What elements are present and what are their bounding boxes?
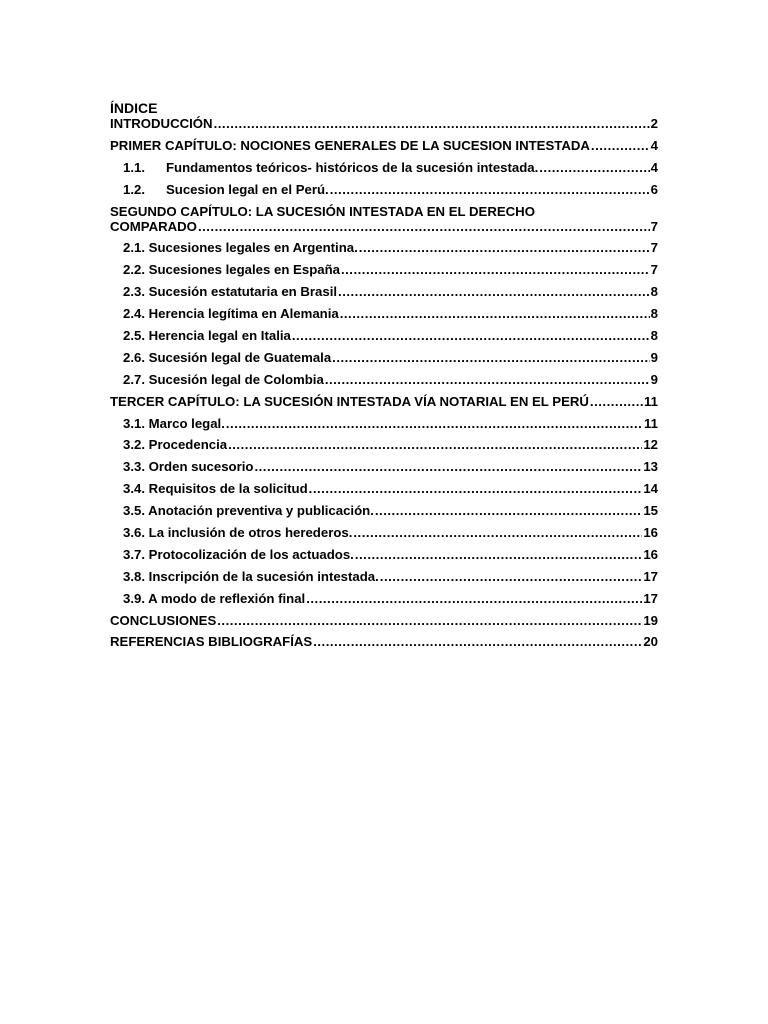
toc-leader-dots <box>375 503 642 518</box>
toc-leader-dots <box>330 182 650 197</box>
toc-entry-chapter-3[interactable] <box>110 394 658 409</box>
toc-entry-label: 2.6. Sucesión legal de Guatemala <box>123 349 332 365</box>
toc-leader-dots <box>217 613 642 628</box>
toc-leader-dots <box>359 240 650 255</box>
toc-entry-label: 3.7. Protocolización de los actuados. <box>123 546 354 562</box>
toc-entry-references[interactable] <box>110 634 658 649</box>
toc-entry-label: 3.6. La inclusión de otros herederos. <box>123 525 353 541</box>
toc-leader-dots <box>338 284 650 299</box>
toc-entry-section-1-2[interactable] <box>110 182 658 197</box>
toc-entry-label: 2.3. Sucesión estatutaria en Brasil <box>123 284 338 300</box>
toc-page-number: 8 <box>650 328 658 344</box>
toc-list <box>110 116 658 649</box>
toc-leader-dots <box>380 569 643 584</box>
toc-entry-chapter-2-line-1[interactable] <box>110 204 658 219</box>
toc-page-number: 2 <box>650 116 658 131</box>
toc-leader-dots <box>325 372 650 387</box>
toc-page-number: 11 <box>644 393 658 409</box>
toc-page-number: 19 <box>643 612 658 628</box>
toc-entry-label: 3.1. Marco legal. <box>123 415 225 431</box>
toc-page-number: 8 <box>650 306 658 322</box>
toc-entry-label: 2.4. Herencia legítima en Alemania <box>123 306 339 322</box>
toc-entry-label: SEGUNDO CAPÍTULO: LA SUCESIÓN INTESTADA EN EL DERECHO <box>110 203 535 219</box>
toc-leader-dots <box>306 591 642 606</box>
toc-entry-section-3-6[interactable] <box>110 525 658 540</box>
toc-leader-dots <box>226 416 643 431</box>
toc-leader-dots <box>254 459 642 474</box>
toc-page-number: 7 <box>650 218 658 234</box>
toc-entry-section-2-7[interactable] <box>110 372 658 387</box>
toc-entry-section-2-4[interactable] <box>110 306 658 321</box>
toc-title: ÍNDICE <box>110 100 158 116</box>
toc-entry-chapter-1[interactable] <box>110 138 658 153</box>
toc-entry-section-2-5[interactable] <box>110 328 658 343</box>
toc-entry-label: 2.2. Sucesiones legales en España <box>123 262 340 278</box>
toc-entry-section-2-3[interactable] <box>110 284 658 299</box>
toc-entry-label: REFERENCIAS BIBLIOGRAFÍAS <box>110 634 313 650</box>
toc-page-number: 14 <box>643 481 658 497</box>
toc-section-number: 1.2. <box>123 181 145 197</box>
toc-page-number: 12 <box>643 437 658 453</box>
toc-entry-label: PRIMER CAPÍTULO: NOCIONES GENERALES DE LA SUCESION INTESTADA <box>110 137 590 153</box>
toc-page-number: 6 <box>650 181 658 197</box>
toc-leader-dots <box>198 219 650 234</box>
toc-entry-label: 2.1. Sucesiones legales en Argentina. <box>123 240 358 256</box>
toc-entry-section-3-7[interactable] <box>110 547 658 562</box>
toc-page-number: 11 <box>644 415 658 431</box>
toc-entry-conclusions[interactable] <box>110 613 658 628</box>
toc-entry-label: COMPARADO <box>110 218 197 234</box>
toc-leader-dots <box>332 350 650 365</box>
document-page <box>110 100 658 656</box>
toc-page-number: 8 <box>650 284 658 300</box>
toc-page-number: 16 <box>643 525 658 541</box>
toc-section-number: 1.1. <box>123 159 145 175</box>
toc-leader-dots <box>353 525 642 540</box>
toc-entry-label: 3.8. Inscripción de la sucesión intestada. <box>123 568 379 584</box>
toc-entry-section-3-1[interactable] <box>110 416 658 431</box>
toc-entry-label: CONCLUSIONES <box>110 612 217 628</box>
toc-entry-label: 3.9. A modo de reflexión final <box>123 590 306 606</box>
toc-entry-section-1-1[interactable] <box>110 160 658 175</box>
toc-entry-label: 2.5. Herencia legal en Italia <box>123 328 291 344</box>
toc-page-number: 4 <box>650 137 658 153</box>
toc-leader-dots <box>591 138 650 153</box>
toc-page-number: 9 <box>650 349 658 365</box>
toc-leader-dots <box>214 116 650 131</box>
toc-entry-label: 3.3. Orden sucesorio <box>123 459 254 475</box>
toc-entry-section-3-2[interactable] <box>110 437 658 452</box>
toc-entry-section-3-8[interactable] <box>110 569 658 584</box>
toc-entry-section-2-2[interactable] <box>110 262 658 277</box>
toc-entry-label: Fundamentos teóricos- históricos de la sucesión intestada. <box>166 159 539 175</box>
toc-page-number: 20 <box>643 634 658 650</box>
toc-entry-section-3-9[interactable] <box>110 591 658 606</box>
toc-page-number: 15 <box>643 503 658 519</box>
toc-page-number: 9 <box>650 371 658 387</box>
toc-entry-section-2-1[interactable] <box>110 240 658 255</box>
toc-entry-label: 3.5. Anotación preventiva y publicación. <box>123 503 374 519</box>
toc-entry-label: INTRODUCCIÓN <box>110 116 213 131</box>
toc-leader-dots <box>539 160 649 175</box>
toc-entry-label: 3.4. Requisitos de la solicitud <box>123 481 308 497</box>
toc-leader-dots <box>340 306 650 321</box>
toc-entry-chapter-2[interactable] <box>110 219 658 234</box>
toc-page-number: 7 <box>650 262 658 278</box>
toc-leader-dots <box>341 262 650 277</box>
toc-entry-section-3-3[interactable] <box>110 459 658 474</box>
toc-leader-dots <box>313 634 642 649</box>
toc-leader-dots <box>355 547 642 562</box>
toc-leader-dots <box>590 394 643 409</box>
toc-page-number: 13 <box>643 459 658 475</box>
toc-entry-label: TERCER CAPÍTULO: LA SUCESIÓN INTESTADA VÍA NOTARIAL EN EL PERÚ <box>110 393 589 409</box>
toc-entry-section-2-6[interactable] <box>110 350 658 365</box>
toc-entry-section-3-5[interactable] <box>110 503 658 518</box>
toc-entry-label: 2.7. Sucesión legal de Colombia <box>123 371 324 387</box>
toc-page-number: 16 <box>643 546 658 562</box>
toc-page-number: 17 <box>643 590 658 606</box>
toc-leader-dots <box>228 437 642 452</box>
toc-entry-label: Sucesion legal en el Perú. <box>166 181 329 197</box>
toc-entry-label: 3.2. Procedencia <box>123 437 228 453</box>
toc-page-number: 17 <box>643 568 658 584</box>
toc-entry-introduction[interactable] <box>110 116 658 131</box>
toc-leader-dots <box>292 328 650 343</box>
toc-entry-section-3-4[interactable] <box>110 481 658 496</box>
toc-page-number: 4 <box>650 159 658 175</box>
toc-page-number: 7 <box>650 240 658 256</box>
toc-leader-dots <box>309 481 643 496</box>
